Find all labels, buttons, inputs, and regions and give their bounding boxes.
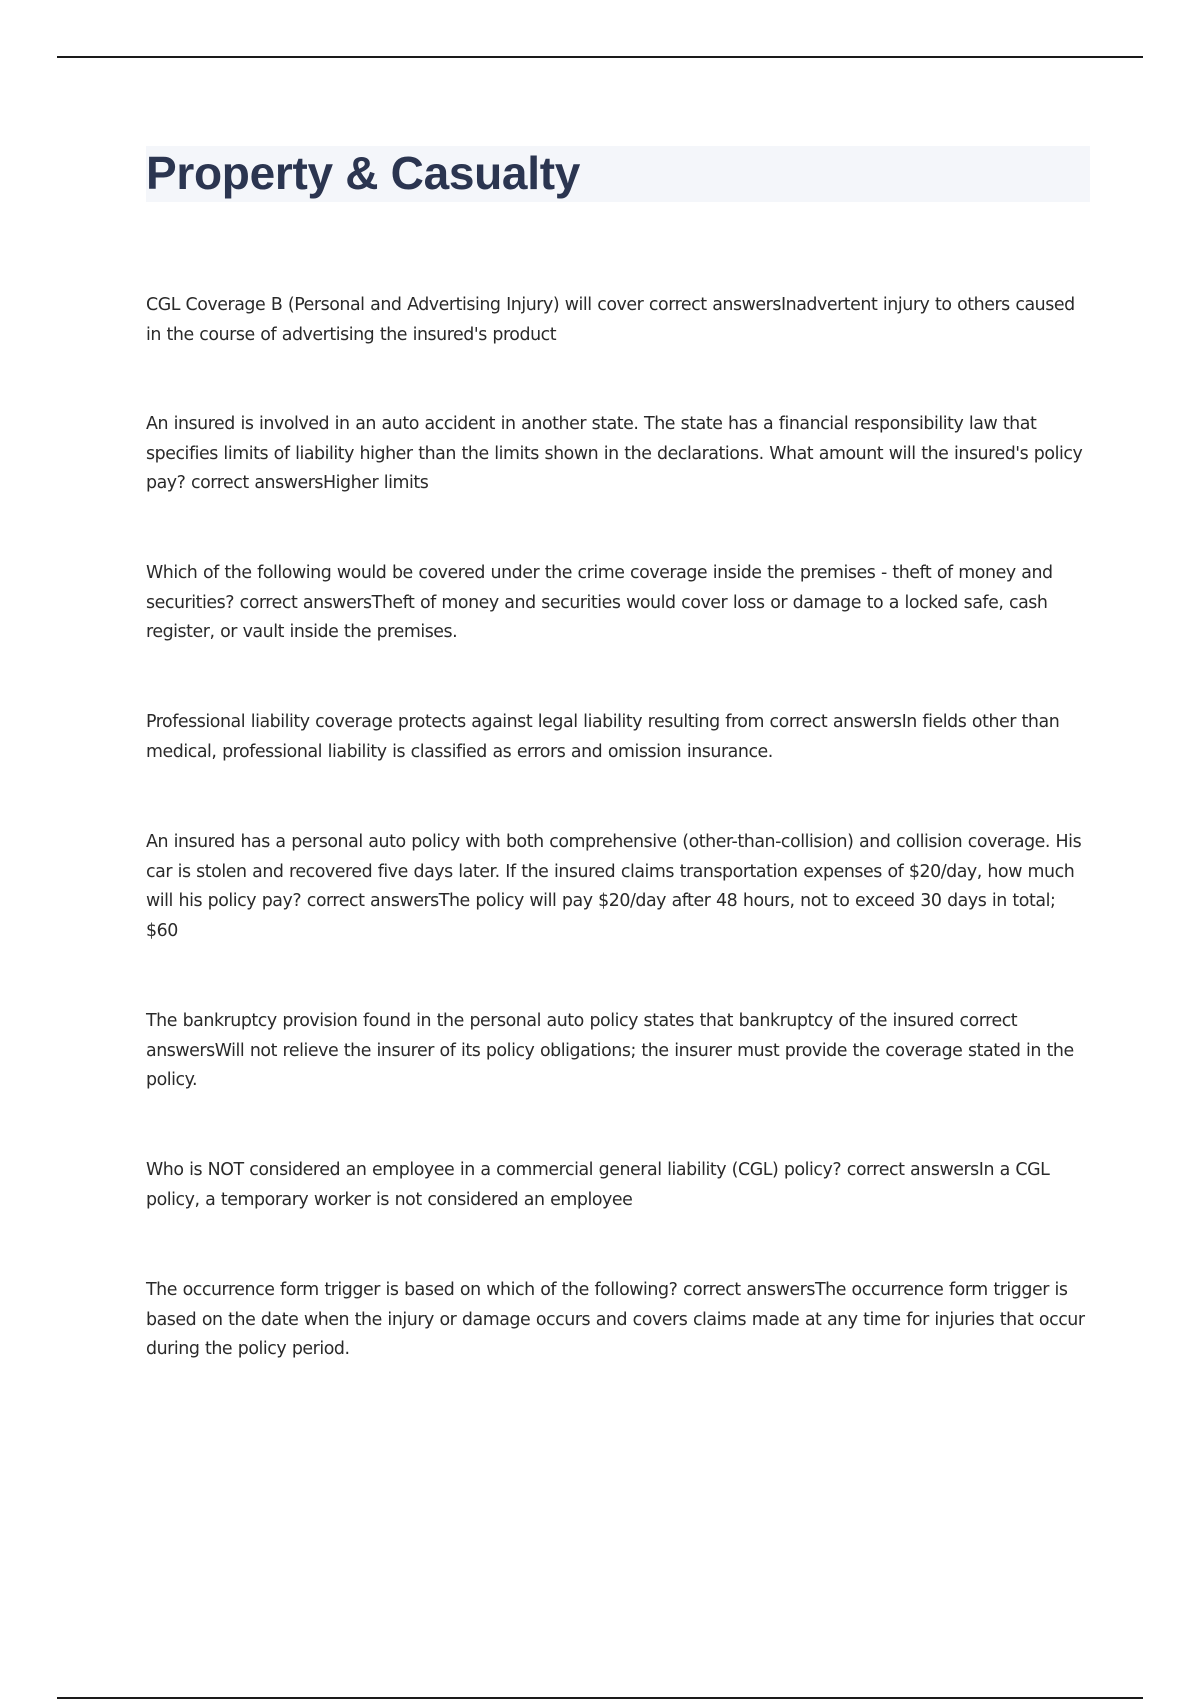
answer-marker: correct answers <box>846 1160 979 1180</box>
question-text: Professional liability coverage protects against legal liability resulting from <box>146 712 764 732</box>
question-text: An insured has a personal auto policy with both comprehensive (other-than-collision) and collision coverage. His car is stolen and recovered five days later. If the insured claims transportation expenses of $20/day, how much will his policy pay? <box>146 832 1082 911</box>
qa-item-7 <box>146 1156 1088 1215</box>
answer-marker: correct answers <box>146 1011 1018 1061</box>
question-text: The bankruptcy provision found in the personal auto policy states that bankruptcy of the insured <box>146 1011 954 1031</box>
answer-text: Will not relieve the insurer of its policy obligations; the insurer must provide the coverage stated in the policy. <box>146 1040 1074 1090</box>
qa-item-1 <box>146 291 1088 350</box>
qa-item-5 <box>146 828 1088 946</box>
answer-text: Theft of money and securities would cover loss or damage to a locked safe, cash register, or vault inside the premises. <box>146 592 1048 642</box>
answer-marker: correct answers <box>239 592 372 613</box>
document-title: Property & Casualty <box>146 147 580 199</box>
answer-text: Higher limits <box>323 473 429 493</box>
answer-text: Inadvertent injury to others caused in the course of advertising the insured's product <box>146 295 1075 345</box>
qa-item-6 <box>146 1007 1088 1096</box>
question-text: CGL Coverage B (Personal and Advertising Injury) will cover <box>146 295 644 315</box>
answer-marker: correct answers <box>648 295 781 315</box>
answer-text: In fields other than medical, professional liability is classified as errors and omission insurance. <box>146 712 1060 762</box>
qa-item-4 <box>146 708 1088 767</box>
top-rule <box>57 56 1143 58</box>
question-text: An insured is involved in an auto accident in another state. The state has a financial responsibility law that specifies limits of liability higher than the limits shown in the declarations. What amount will the insured's policy pay? <box>146 414 1083 493</box>
answer-text: The policy will pay $20/day after 48 hours, not to exceed 30 days in total; $60 <box>146 891 1056 941</box>
question-text: Which of the following would be covered under the crime coverage inside the premises - theft of money and securities? <box>146 563 1053 613</box>
answer-text: In a CGL policy, a temporary worker is not considered an employee <box>146 1160 1050 1210</box>
question-text: Who is NOT considered an employee in a commercial general liability (CGL) policy? <box>146 1160 842 1180</box>
qa-item-2 <box>146 410 1088 499</box>
answer-text: The occurrence form trigger is based on the date when the injury or damage occurs and covers claims made at any time for injuries that occur during the policy period. <box>146 1280 1085 1359</box>
question-text: The occurrence form trigger is based on which of the following? <box>146 1280 678 1300</box>
answer-marker: correct answers <box>306 891 439 911</box>
bottom-rule <box>57 1697 1143 1699</box>
answer-marker: correct answers <box>191 473 324 493</box>
qa-item-8 <box>146 1276 1088 1365</box>
answer-marker: correct answers <box>769 712 902 732</box>
qa-item-3 <box>146 559 1088 648</box>
answer-marker: correct answers <box>682 1280 815 1300</box>
